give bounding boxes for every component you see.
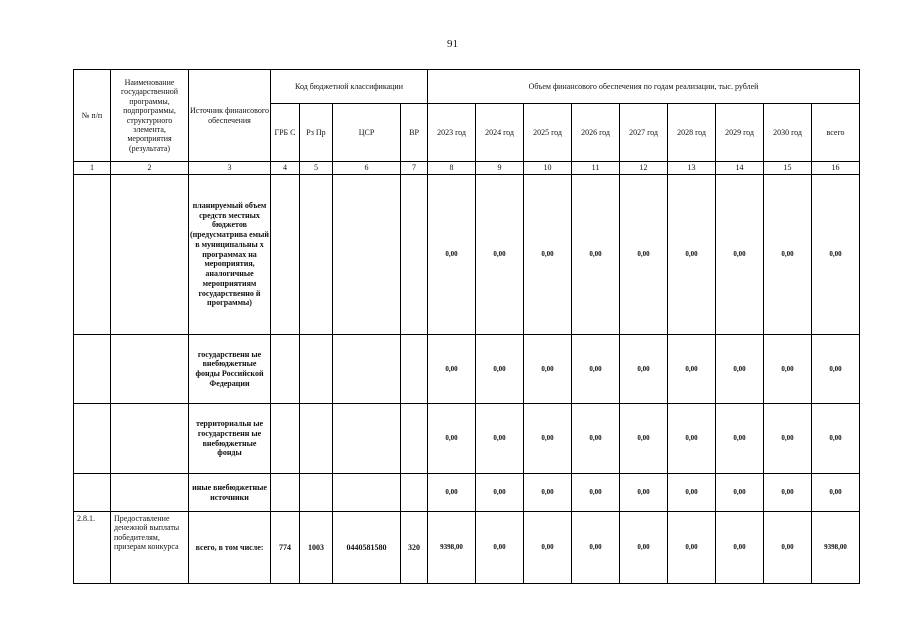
row-value: 0,00 xyxy=(572,512,620,584)
row-value: 0,00 xyxy=(668,512,716,584)
row-value: 9398,00 xyxy=(428,512,476,584)
header-year-2029: 2029 год xyxy=(716,104,764,162)
header-year-2030: 2030 год xyxy=(764,104,812,162)
table-row xyxy=(74,335,860,404)
row-code-csr xyxy=(333,335,401,404)
row-value: 0,00 xyxy=(620,512,668,584)
row-value: 0,00 xyxy=(764,474,812,512)
row-value: 0,00 xyxy=(764,175,812,335)
header-year-2026: 2026 год xyxy=(572,104,620,162)
row-code-grbs xyxy=(271,175,300,335)
row-code-vr xyxy=(401,335,428,404)
row-value: 0,00 xyxy=(764,512,812,584)
row-num xyxy=(74,404,111,474)
row-source: иные внебюджетные источники xyxy=(189,474,271,512)
row-value: 0,00 xyxy=(476,404,524,474)
row-value: 0,00 xyxy=(716,404,764,474)
row-value: 0,00 xyxy=(524,175,572,335)
row-code-grbs xyxy=(271,404,300,474)
row-num xyxy=(74,175,111,335)
row-value: 0,00 xyxy=(572,404,620,474)
row-code-csr xyxy=(333,404,401,474)
row-source: планируемый объем средств местных бюджетов (предусматрива емый в муниципальны х программах на мероприятия, аналогичные мероприятиям государственно й программы) xyxy=(189,175,271,335)
row-value: 0,00 xyxy=(812,404,860,474)
header-source: Источник финансового обеспечения xyxy=(189,70,271,162)
row-value: 0,00 xyxy=(428,474,476,512)
header-codes-group: Код бюджетной классификации xyxy=(271,70,428,104)
row-code-vr: 320 xyxy=(401,512,428,584)
row-value: 0,00 xyxy=(572,335,620,404)
header-year-2028: 2028 год xyxy=(668,104,716,162)
row-value: 0,00 xyxy=(524,404,572,474)
row-code-vr xyxy=(401,175,428,335)
row-value: 0,00 xyxy=(812,474,860,512)
header-year-2027: 2027 год xyxy=(620,104,668,162)
row-value: 9398,00 xyxy=(812,512,860,584)
row-value: 0,00 xyxy=(668,404,716,474)
row-value: 0,00 xyxy=(524,335,572,404)
col-number: 10 xyxy=(524,162,572,175)
row-num xyxy=(74,474,111,512)
row-value: 0,00 xyxy=(476,474,524,512)
row-code-vr xyxy=(401,404,428,474)
row-num: 2.8.1. xyxy=(74,512,111,584)
row-value: 0,00 xyxy=(476,512,524,584)
row-value: 0,00 xyxy=(716,474,764,512)
header-year-total: всего xyxy=(812,104,860,162)
row-name xyxy=(111,404,189,474)
col-number: 16 xyxy=(812,162,860,175)
row-code-grbs: 774 xyxy=(271,512,300,584)
col-number: 13 xyxy=(668,162,716,175)
row-code-rzpr: 1003 xyxy=(300,512,333,584)
header-code-csr: ЦСР xyxy=(333,104,401,162)
row-code-rzpr xyxy=(300,404,333,474)
col-number: 4 xyxy=(271,162,300,175)
col-number: 7 xyxy=(401,162,428,175)
header-code-grbs: ГРБ С xyxy=(271,104,300,162)
row-value: 0,00 xyxy=(572,175,620,335)
budget-table xyxy=(73,69,860,584)
row-value: 0,00 xyxy=(428,404,476,474)
row-value: 0,00 xyxy=(716,175,764,335)
header-code-vr: ВР xyxy=(401,104,428,162)
header-years-group: Объем финансового обеспечения по годам реализации, тыс. рублей xyxy=(428,70,860,104)
row-value: 0,00 xyxy=(428,335,476,404)
row-code-vr xyxy=(401,474,428,512)
row-value: 0,00 xyxy=(524,512,572,584)
header-row-1 xyxy=(74,70,860,104)
row-value: 0,00 xyxy=(716,512,764,584)
header-year-2025: 2025 год xyxy=(524,104,572,162)
column-number-row xyxy=(74,162,860,175)
col-number: 14 xyxy=(716,162,764,175)
row-value: 0,00 xyxy=(524,474,572,512)
col-number: 1 xyxy=(74,162,111,175)
header-name: Наименование государственной программы, подпрограммы, структурного элемента, мероприятия (результата) xyxy=(111,70,189,162)
row-value: 0,00 xyxy=(620,175,668,335)
row-code-rzpr xyxy=(300,175,333,335)
row-value: 0,00 xyxy=(428,175,476,335)
row-code-rzpr xyxy=(300,474,333,512)
col-number: 15 xyxy=(764,162,812,175)
col-number: 3 xyxy=(189,162,271,175)
row-name: Предоставление денежной выплаты победителям, призерам конкурса xyxy=(111,512,189,584)
row-code-csr xyxy=(333,175,401,335)
row-code-grbs xyxy=(271,474,300,512)
row-name xyxy=(111,474,189,512)
col-number: 5 xyxy=(300,162,333,175)
row-source: государственн ые внебюджетные фонды Российской Федерации xyxy=(189,335,271,404)
row-value: 0,00 xyxy=(668,335,716,404)
row-value: 0,00 xyxy=(476,335,524,404)
table-row xyxy=(74,474,860,512)
row-code-rzpr xyxy=(300,335,333,404)
row-code-csr: 0440581580 xyxy=(333,512,401,584)
header-year-2024: 2024 год xyxy=(476,104,524,162)
row-value: 0,00 xyxy=(476,175,524,335)
row-value: 0,00 xyxy=(716,335,764,404)
header-num: № п/п xyxy=(74,70,111,162)
header-code-rzpr: Рз Пр xyxy=(300,104,333,162)
page-number: 91 xyxy=(447,38,458,50)
header-year-2023: 2023 год xyxy=(428,104,476,162)
row-value: 0,00 xyxy=(668,175,716,335)
row-num xyxy=(74,335,111,404)
row-value: 0,00 xyxy=(620,335,668,404)
col-number: 2 xyxy=(111,162,189,175)
col-number: 9 xyxy=(476,162,524,175)
row-value: 0,00 xyxy=(668,474,716,512)
row-code-csr xyxy=(333,474,401,512)
col-number: 12 xyxy=(620,162,668,175)
row-value: 0,00 xyxy=(572,474,620,512)
row-value: 0,00 xyxy=(812,175,860,335)
table-row xyxy=(74,404,860,474)
row-name xyxy=(111,335,189,404)
col-number: 8 xyxy=(428,162,476,175)
table-row xyxy=(74,175,860,335)
row-value: 0,00 xyxy=(620,404,668,474)
row-name xyxy=(111,175,189,335)
row-source: территориальн ые государственн ые внебюджетные фонды xyxy=(189,404,271,474)
row-value: 0,00 xyxy=(764,404,812,474)
row-code-grbs xyxy=(271,335,300,404)
col-number: 11 xyxy=(572,162,620,175)
row-value: 0,00 xyxy=(764,335,812,404)
col-number: 6 xyxy=(333,162,401,175)
row-source: всего, в том числе: xyxy=(189,512,271,584)
table-row xyxy=(74,512,860,584)
row-value: 0,00 xyxy=(812,335,860,404)
row-value: 0,00 xyxy=(620,474,668,512)
